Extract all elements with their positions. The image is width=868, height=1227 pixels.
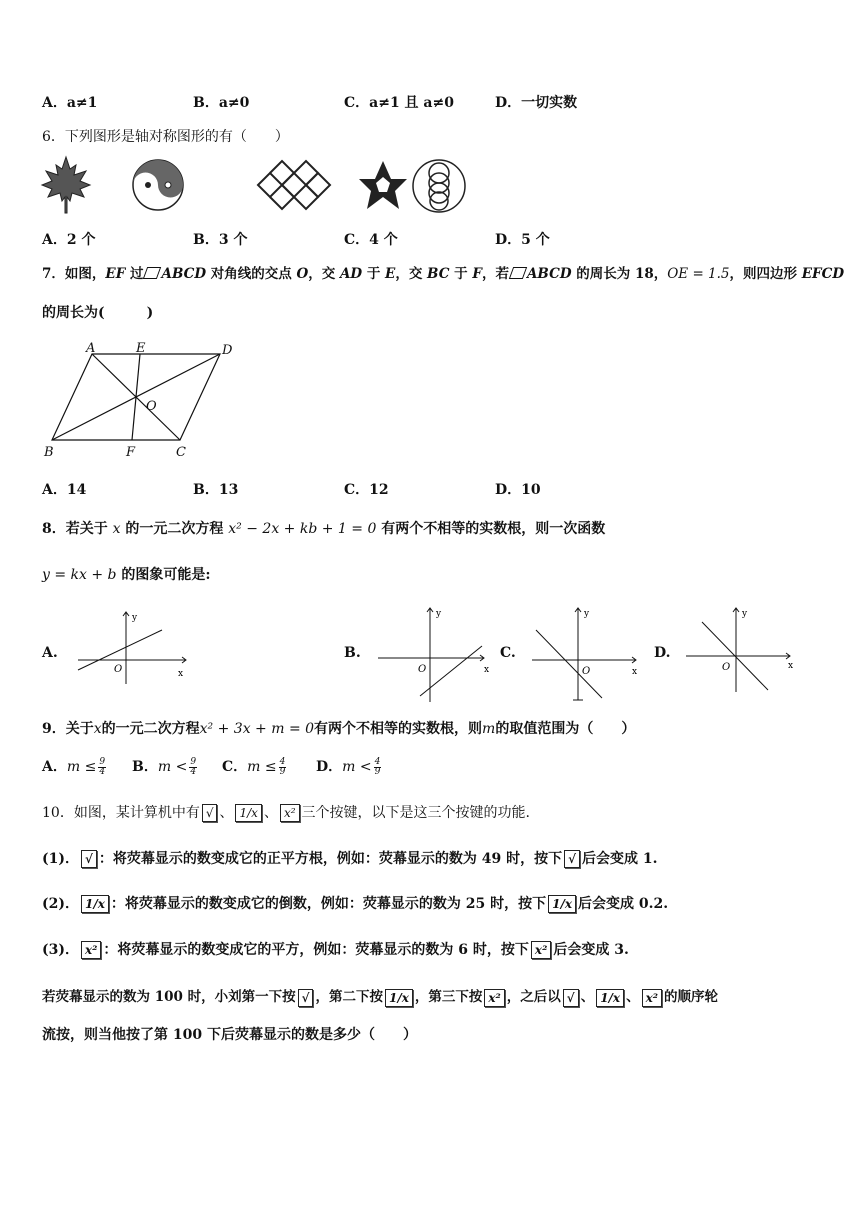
square-key: x² (81, 941, 101, 959)
vertex-c-label: C (176, 445, 186, 460)
q9-option-a: A．m ≤ $\frac{9}{4}$ (42, 756, 106, 777)
q8-graph-a (70, 608, 195, 688)
q8-graph-b (372, 604, 497, 704)
reciprocal-key: 1/x (548, 895, 576, 913)
graph-c-y-label: y (584, 609, 590, 619)
sqrt-key: √ (298, 989, 314, 1007)
yin-yang-icon (133, 160, 183, 210)
pentagon-star-icon (359, 161, 407, 209)
vertex-d-label: D (222, 343, 233, 358)
q6-figures (36, 153, 466, 217)
q9-option-b: B．m < $\frac{9}{4}$ (132, 756, 197, 777)
q8-option-a-label: A. (42, 645, 58, 661)
q6-option-c: C．4 个 (344, 232, 398, 248)
q7-stem: 7．如图，EF 过 ABCD 对角线的交点 O，交 AD 于 E，交 BC 于 F，若 ABCD 的周长为 18，OE = 1.5，则四边形 EFCD (42, 266, 845, 282)
q10-item-2: (2)． 1/x ：将荧幕显示的数变成它的倒数，例如：荧幕显示的数为 25 时，按下 1/x 后会变成 0.2. (42, 896, 669, 912)
q7-option-a: A．14 (42, 482, 87, 498)
q8-option-c-label: C. (500, 645, 516, 661)
knot-icon (258, 161, 330, 209)
graph-c-origin-label: O (582, 666, 591, 677)
graph-d-x-label: x (788, 661, 794, 671)
vertex-e-label: E (136, 341, 146, 356)
q6-option-b: B．3 个 (193, 232, 248, 248)
q6-stem: 6．下列图形是轴对称图形的有（ ） (42, 129, 289, 145)
q8-graph-d (680, 604, 805, 694)
point-f-label: F (126, 445, 136, 460)
graph-b-origin-label: O (418, 664, 427, 675)
graph-d-origin-label: O (722, 662, 731, 673)
q6-option-d: D．5 个 (495, 232, 550, 248)
q7-option-b: B．13 (193, 482, 239, 498)
q7-option-c: C．12 (344, 482, 389, 498)
q10-item-1: (1)． √ ：将荧幕显示的数变成它的正平方根，例如：荧幕显示的数为 49 时，按下 √ 后会变成 1. (42, 851, 658, 867)
sqrt-key: √ (202, 804, 218, 822)
square-key: x² (484, 989, 504, 1007)
reciprocal-key: 1/x (385, 989, 413, 1007)
q7-figure (40, 340, 250, 465)
graph-a-x-label: x (178, 669, 184, 679)
reciprocal-key: 1/x (235, 804, 261, 822)
graph-a-y-label: y (132, 613, 138, 623)
q9-option-d: D．m < $\frac{4}{9}$ (316, 756, 381, 777)
graph-b-y-label: y (436, 609, 442, 619)
reciprocal-key: 1/x (596, 989, 624, 1007)
circles-icon (413, 160, 465, 212)
q8-option-d-label: D. (654, 645, 671, 661)
q8-stem-line2: y = kx + b 的图象可能是: (42, 567, 211, 583)
q10-paragraph-line2: 流按，则当他按了第 100 下后荧幕显示的数是多少（ ） (42, 1027, 417, 1043)
q8-option-b-label: B. (344, 645, 361, 661)
square-key: x² (280, 804, 300, 822)
q10-stem: 10．如图，某计算机中有 √ 、 1/x 、 x² 三个按键，以下是这三个按键的功能. (42, 805, 530, 821)
point-o-label: O (146, 399, 157, 414)
reciprocal-key: 1/x (81, 895, 109, 913)
vertex-a-label: A (86, 341, 96, 356)
graph-a-origin-label: O (114, 664, 123, 675)
graph-b-x-label: x (484, 665, 490, 675)
q5-option-d: D．一切实数 (495, 95, 578, 111)
graph-d-y-label: y (742, 609, 748, 619)
sqrt-key: √ (564, 850, 580, 868)
q8-stem: 8．若关于 x 的一元二次方程 x² − 2x + kb + 1 = 0 有两个不相等的实数根，则一次函数 (42, 521, 606, 537)
q9-stem: 9．关于x的一元二次方程x² + 3x + m = 0有两个不相等的实数根，则m的取值范围为（ ） (42, 721, 636, 737)
q8-graph-c (528, 604, 648, 704)
q5-option-a: A．a≠1 (42, 95, 98, 111)
parallelogram-icon (143, 267, 161, 279)
q7-option-d: D．10 (495, 482, 541, 498)
q10-item-3: (3)． x² ：将荧幕显示的数变成它的平方，例如：荧幕显示的数为 6 时，按下 x² 后会变成 3. (42, 942, 629, 958)
graph-c-x-label: x (632, 667, 638, 677)
maple-leaf-icon (42, 157, 90, 213)
square-key: x² (642, 989, 662, 1007)
parallelogram-icon (509, 267, 527, 279)
sqrt-key: √ (81, 850, 97, 868)
sqrt-key: √ (563, 989, 579, 1007)
q6-option-a: A．2 个 (42, 232, 96, 248)
q5-option-c: C．a≠1 且 a≠0 (344, 95, 454, 111)
q9-option-c: C．m ≤ $\frac{4}{9}$ (222, 756, 286, 777)
q7-stem-line2: 的周长为( ) (42, 305, 154, 321)
square-key: x² (531, 941, 551, 959)
q10-paragraph: 若荧幕显示的数为 100 时，小刘第一下按 √ ，第二下按 1/x ，第三下按 x² ，之后以 √ 、 1/x 、 x² 的顺序轮 (42, 989, 718, 1005)
vertex-b-label: B (44, 445, 54, 460)
q5-option-b: B．a≠0 (193, 95, 250, 111)
